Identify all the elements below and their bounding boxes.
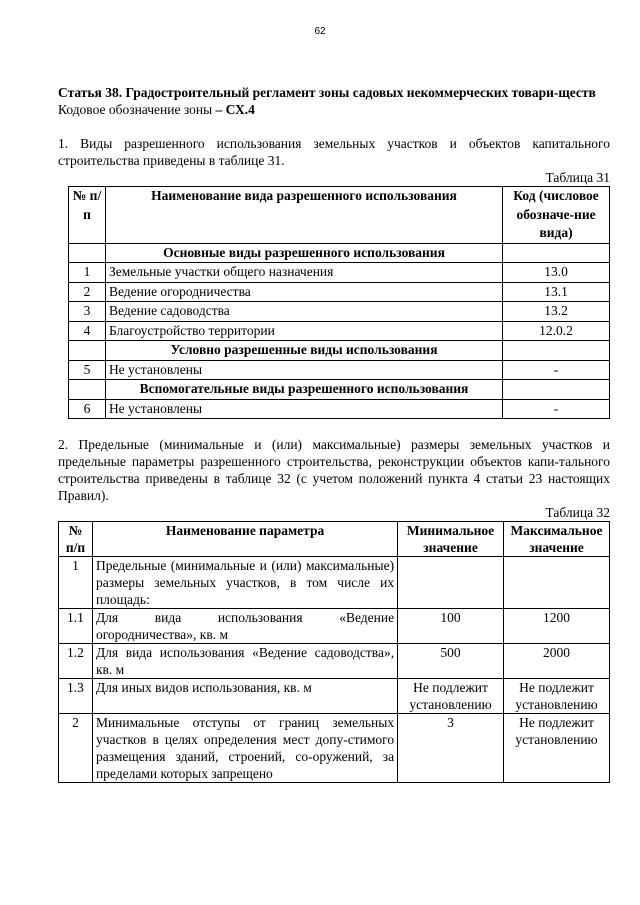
minimum-value: Не подлежит установлению [398,679,504,714]
row-number: 6 [69,399,106,419]
use-code: 13.2 [503,302,610,322]
header-maximum: Максимальное значение [504,522,610,557]
maximum-value: Не подлежит установлению [504,679,610,714]
minimum-value: 500 [398,644,504,679]
maximum-value: 2000 [504,644,610,679]
group-empty-cell [69,341,106,361]
table-31-row [69,399,610,419]
use-code: 13.1 [503,282,610,302]
use-code: 13.0 [503,263,610,283]
minimum-value: 3 [398,714,504,783]
maximum-value [504,557,610,609]
use-code: 12.0.2 [503,321,610,341]
table-31-row [69,263,610,283]
section-2-text: 2. Предельные (минимальные и (или) максимальные) размеры земельных участков и предельные параметры разрешенного строительства, реконструкции объектов капи-тального строительства приведены в таблице 32 (с учетом положений пункта 4 статьи 23 настоящих Правил). [58,437,610,503]
row-number: 1.2 [59,644,93,679]
parameter-name: Для иных видов использования, кв. м [92,679,397,714]
table-32-caption: Таблица 32 [545,505,610,520]
header-minimum: Минимальное значение [398,522,504,557]
article-title: Статья 38. Градостроительный регламент зоны садовых некоммерческих товари-ществ [58,85,596,100]
table-32-row [59,557,610,609]
group-title: Основные виды разрешенного использования [105,243,502,263]
row-number: 2 [69,282,106,302]
use-name: Земельные участки общего назначения [105,263,502,283]
table-31 [68,186,610,419]
table-32-row [59,679,610,714]
header-number: № п/ п [69,187,106,244]
header-code: Код (числовое обозначе-ние вида) [503,187,610,244]
header-parameter: Наименование параметра [92,522,397,557]
row-number: 5 [69,360,106,380]
table-32-row [59,644,610,679]
use-name: Ведение садоводства [105,302,502,322]
row-number: 1.3 [59,679,93,714]
use-name: Ведение огородничества [105,282,502,302]
table-32-row [59,609,610,644]
table-31-group-row [69,341,610,361]
row-number: 4 [69,321,106,341]
zone-code: – СХ.4 [215,102,255,117]
group-title: Вспомогательные виды разрешенного использования [105,380,502,400]
table-31-group-row [69,380,610,400]
group-empty-cell [503,341,610,361]
header-name: Наименование вида разрешенного использования [105,187,502,244]
use-name: Не установлены [105,399,502,419]
parameter-name: Для вида использования «Ведение садоводства», кв. м [92,644,397,679]
use-code: - [503,399,610,419]
row-number: 1 [69,263,106,283]
use-name: Не установлены [105,360,502,380]
row-number: 1.1 [59,609,93,644]
zone-designation [58,101,610,118]
use-code: - [503,360,610,380]
table-31-header-row [69,187,610,244]
row-number: 2 [59,714,93,783]
row-number: 3 [69,302,106,322]
use-name: Благоустройство территории [105,321,502,341]
maximum-value: 1200 [504,609,610,644]
table-32-row [59,714,610,783]
page-number: 62 [314,26,326,37]
section-1-text: 1. Виды разрешенного использования земельных участков и объектов капитального строительства приведены в таблице 31. [58,136,610,168]
parameter-name: Для вида использования «Ведение огородничества», кв. м [92,609,397,644]
table-32 [58,521,610,783]
document-body [58,84,610,783]
parameter-name: Минимальные отступы от границ земельных участков в целях определения мест допу-стимого размещения зданий, строений, со-оружений, за пределами которых запрещено [92,714,397,783]
group-empty-cell [503,243,610,263]
table-31-group-row [69,243,610,263]
row-number: 1 [59,557,93,609]
group-empty-cell [69,243,106,263]
table-32-header-row [59,522,610,557]
group-title: Условно разрешенные виды использования [105,341,502,361]
table-31-caption: Таблица 31 [545,170,610,185]
maximum-value: Не подлежит установлению [504,714,610,783]
table-31-row [69,282,610,302]
parameter-name: Предельные (минимальные и (или) максимальные) размеры земельных участков, в том числе их площадь: [92,557,397,609]
minimum-value [398,557,504,609]
zone-label: Кодовое обозначение зоны [58,102,216,117]
group-empty-cell [503,380,610,400]
table-31-row [69,321,610,341]
group-empty-cell [69,380,106,400]
table-31-row [69,360,610,380]
minimum-value: 100 [398,609,504,644]
table-31-row [69,302,610,322]
header-number: № п/п [59,522,93,557]
